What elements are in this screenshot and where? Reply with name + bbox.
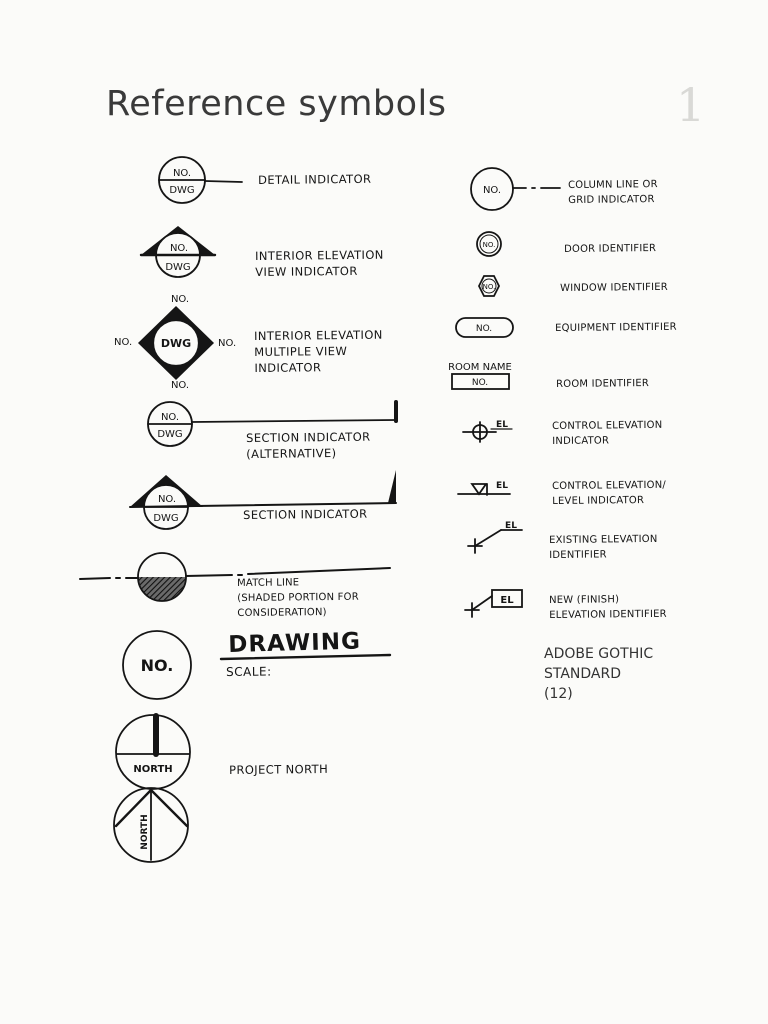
section-dwg-text: DWG: [153, 513, 179, 524]
room-name-text: ROOM NAME: [448, 362, 512, 373]
interior-elevation-symbol: [141, 226, 215, 277]
page-number: 1: [676, 78, 706, 132]
project-north-symbol-2: [114, 788, 188, 862]
level-el-text: EL: [496, 481, 508, 491]
room-identifier-label: ROOM IDENTIFIER: [556, 378, 650, 390]
project-north-symbol-1: [116, 715, 190, 789]
column-no-text: NO.: [482, 185, 502, 196]
page-title: Reference symbols: [106, 84, 447, 124]
interior-elevation-label: INTERIOR ELEVATION VIEW INDICATOR: [255, 247, 384, 279]
detail-no-text: NO.: [172, 168, 192, 179]
multiple-no-bottom-text: NO.: [170, 380, 190, 391]
equipment-identifier-symbol: [456, 318, 513, 337]
section-alt-dwg-text: DWG: [157, 429, 183, 440]
section-alt-no-text: NO.: [160, 412, 180, 423]
multiple-no-left-text: NO.: [114, 337, 133, 348]
interior-no-text: NO.: [169, 243, 189, 254]
drawing-title: DRAWING: [228, 628, 362, 658]
north-text-1: NORTH: [133, 764, 173, 775]
detail-indicator-label: DETAIL INDICATOR: [258, 171, 372, 187]
window-no-text: NO.: [482, 283, 496, 291]
multiple-view-symbol: [114, 294, 236, 391]
window-identifier-symbol: [479, 276, 499, 296]
equipment-identifier-label: EQUIPMENT IDENTIFIER: [555, 321, 677, 334]
door-identifier-symbol: [477, 232, 501, 256]
control-elevation-symbol: [463, 420, 512, 442]
section-indicator-label: SECTION INDICATOR: [243, 506, 368, 522]
multiple-dwg-text: DWG: [160, 337, 192, 350]
multiple-no-top-text: NO.: [170, 294, 190, 305]
drawing-no-text: NO.: [140, 656, 174, 675]
detail-indicator-symbol: [159, 157, 242, 203]
new-elevation-symbol: [465, 590, 522, 617]
north-text-2: NORTH: [140, 814, 150, 850]
detail-dwg-text: DWG: [169, 185, 195, 196]
control-level-symbol: [458, 481, 510, 495]
room-no-text: NO.: [471, 378, 489, 388]
room-identifier-symbol: [448, 362, 512, 389]
control-el-text: EL: [496, 420, 508, 430]
match-line-label: MATCH LINE (SHADED PORTION FOR CONSIDERATION): [237, 577, 359, 619]
multiple-no-right-text: NO.: [218, 338, 237, 349]
control-level-label: CONTROL ELEVATION/ LEVEL INDICATOR: [552, 479, 667, 507]
font-note: ADOBE GOTHIC STANDARD (12): [544, 646, 654, 702]
column-line-label: COLUMN LINE OR GRID INDICATOR: [568, 179, 658, 206]
equipment-no-text: NO.: [475, 324, 493, 334]
new-el-text: EL: [500, 595, 514, 606]
existing-elevation-label: EXISTING ELEVATION IDENTIFIER: [549, 533, 658, 561]
existing-el-text: EL: [505, 521, 517, 531]
drawing-scale: SCALE:: [226, 664, 272, 679]
window-identifier-label: WINDOW IDENTIFIER: [560, 281, 668, 294]
door-no-text: NO.: [482, 241, 496, 249]
existing-elevation-symbol: [468, 521, 522, 553]
project-north-label: PROJECT NORTH: [229, 761, 329, 777]
control-elevation-label: CONTROL ELEVATION INDICATOR: [552, 419, 663, 447]
column-line-symbol: [471, 168, 560, 210]
section-alternative-label: SECTION INDICATOR (ALTERNATIVE): [246, 429, 371, 461]
new-elevation-label: NEW (FINISH) ELEVATION IDENTIFIER: [549, 594, 667, 621]
door-identifier-label: DOOR IDENTIFIER: [564, 243, 657, 255]
multiple-view-label: INTERIOR ELEVATION MULTIPLE VIEW INDICATOR: [254, 327, 383, 375]
section-no-text: NO.: [157, 494, 177, 505]
interior-dwg-text: DWG: [165, 262, 191, 273]
